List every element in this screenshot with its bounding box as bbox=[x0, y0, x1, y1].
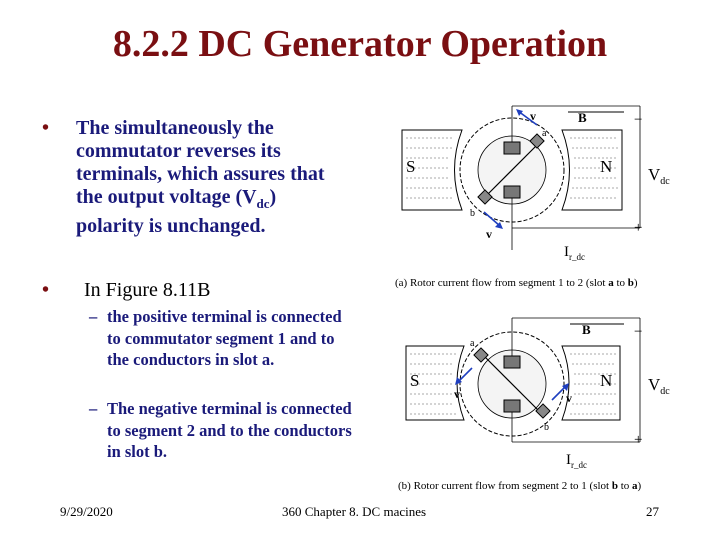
caption-slot: a bbox=[608, 277, 614, 289]
stator-pole-n bbox=[562, 130, 622, 210]
label-b-field: B bbox=[582, 322, 591, 337]
bullet-text: In Figure 8.11B bbox=[84, 279, 211, 301]
slide-title: 8.2.2 DC Generator Operation bbox=[112, 23, 608, 65]
caption-figure-a bbox=[395, 277, 638, 289]
label-ir-dc: $I_{r\_dc}$ bbox=[566, 452, 587, 470]
label-v-left: v bbox=[454, 387, 460, 401]
terminal-minus: − bbox=[634, 324, 643, 340]
terminal-plus: + bbox=[634, 432, 643, 448]
footer-page-number: 27 bbox=[646, 504, 659, 519]
bullet-subscript: dc bbox=[256, 196, 270, 211]
label-slot-a: a bbox=[542, 128, 547, 139]
sub-bullet-positive bbox=[89, 306, 347, 371]
label-slot-b: b bbox=[544, 422, 549, 433]
bullet-commutator bbox=[42, 117, 341, 238]
label-n: N bbox=[600, 157, 613, 176]
label-slot-a: a bbox=[470, 338, 475, 349]
dash-marker: – bbox=[89, 307, 98, 326]
commutator-segment-1 bbox=[504, 142, 520, 154]
label-vdc: $V_{dc}$ bbox=[648, 375, 670, 397]
caption-text: to bbox=[613, 277, 628, 289]
label-s: S bbox=[410, 371, 420, 390]
footer-date: 9/29/2020 bbox=[60, 504, 113, 519]
bullet-figure-ref bbox=[42, 279, 344, 302]
commutator-segment-2 bbox=[504, 186, 520, 198]
caption-text: (a) Rotor current flow from segment 1 to 2 (slot bbox=[395, 277, 609, 289]
label-n: N bbox=[600, 371, 613, 390]
terminal-minus: − bbox=[634, 112, 643, 128]
caption-figure-b bbox=[398, 480, 641, 492]
bullet-marker: • bbox=[42, 117, 50, 139]
label-slot-b: b bbox=[470, 208, 475, 219]
bullet-text-after: ) polarity is unchanged. bbox=[76, 186, 277, 237]
caption-text: to bbox=[617, 480, 633, 492]
caption-text: (b) Rotor current flow from segment 2 to 1 (slot bbox=[398, 480, 612, 492]
label-v-top: v bbox=[530, 109, 536, 123]
caption-slot: a bbox=[632, 480, 638, 492]
label-s: S bbox=[406, 157, 416, 176]
footer-title: 360 Chapter 8. DC macines bbox=[282, 504, 427, 519]
label-v-bottom: v bbox=[486, 227, 492, 241]
commutator-segment-1 bbox=[504, 356, 520, 368]
caption-text: ) bbox=[633, 277, 638, 289]
commutator-segment-2 bbox=[504, 400, 520, 412]
sub-bullet-text: The negative terminal is connected to segment 2 and to the conductors in slot b. bbox=[107, 399, 352, 461]
sub-bullet-negative bbox=[89, 398, 352, 463]
label-vdc: $V_{dc}$ bbox=[648, 165, 670, 187]
caption-text: ) bbox=[637, 480, 642, 492]
terminal-plus: + bbox=[634, 220, 643, 236]
bullet-marker: • bbox=[42, 279, 50, 301]
generator-diagram-b bbox=[398, 310, 688, 475]
caption-slot: b bbox=[627, 277, 634, 289]
label-b-field: B bbox=[578, 110, 587, 125]
label-ir-dc: $I_{r\_dc}$ bbox=[564, 244, 585, 262]
generator-diagram-a bbox=[392, 100, 682, 272]
dash-marker: – bbox=[89, 399, 98, 418]
sub-bullet-text: the positive terminal is connected to commutator segment 1 and to the conductors in slot a. bbox=[107, 307, 342, 369]
arrowhead bbox=[516, 109, 523, 116]
caption-slot: b bbox=[611, 480, 618, 492]
bullet-text: The simultaneously the commutator reverses its terminals, which assures that the output voltage (V bbox=[76, 117, 325, 208]
label-v-right: v bbox=[566, 391, 572, 405]
